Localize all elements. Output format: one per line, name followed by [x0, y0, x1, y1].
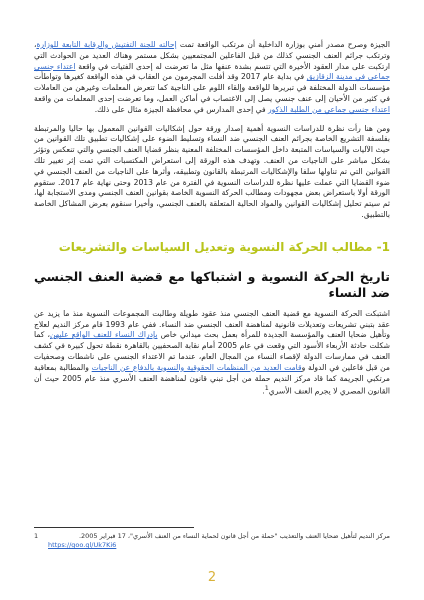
footnote-number: 1	[34, 532, 39, 540]
link-inspection-committee[interactable]: إحالته للجنة التفتيش والرقابة التابعة للوزارة	[36, 40, 177, 49]
section-heading: 1- مطالب الحركة النسوية وتعديل السياسات والتشريعات	[58, 239, 390, 254]
paragraph-3-text-c: والمطالبة بمعاقبة مرتكبي الجريمة كما قاد مركز النديم حملة من أجل تبني قانون لمناهضة العنف الأسري منذ عام 2005 حيث أن القانون المصري لا يجرم العنف الأسري	[34, 362, 390, 396]
document-body	[34, 40, 390, 406]
paragraph-1-text-a: الجيزة وصرح مصدر أمني بوزارة الداخلية أن مرتكب الواقعة تمت	[176, 40, 390, 49]
paragraph-1	[34, 40, 390, 116]
link-women-awareness-study[interactable]: بإدراك النساء للعنف الواقع عليهن	[49, 330, 158, 340]
paragraph-3	[34, 309, 390, 398]
link-school-assault[interactable]: اعتداء جنسي جماعي من الطلبة الذكور	[267, 104, 390, 114]
paragraph-1-text-c: في بداية عام 2017 وقد أفلت المجرمون من العقاب في هذه الواقعة كغيرها وتواطأت مؤسسات الدولة المختلفة في تبريرها للواقعة وإلقاء اللوم على الناجية كما تتعرض المعلمات وغيرهن من العاملات في كثير من الأحيان إلى عنف جنسي يصل إلى الاغتصاب في أماكن العمل، وما تعرضت إحدى المعلمات من واقعة	[34, 72, 390, 103]
footnote-divider	[34, 527, 194, 528]
paragraph-3-text-a: اشتبكت الحركة النسوية مع قضية العنف الجنسي منذ عقود طويلة وطالبت المجموعات النسوية منذ ما يزيد عن عقد بتبني تشريعات وتعديلات قانونية لمناهضة العنف الجنسي ضد النساء. ففي عام 1993 قام مركز النديم لعلاج وتأهيل ضحايا العنف والمؤسسة الجديدة للمرأة بعمل بحث ميداني خاص	[34, 308, 390, 340]
paragraph-3-text-b: ، كما شكلت حادثة الأربعاء الأسود التي وقعت في عام 2005 أمام نقابة الصحفيين بالقاهرة نقطة تحول كبيرة في كشف العنف في ممارسات الدولة لإقصاء النساء من المجال العام، عندما تم الاعتداء الجنسي على ناشطات وصحفيات من قبل فاعلين في الدولة و	[34, 330, 390, 372]
paragraph-1-text-b: ، وترتكب جرائم العنف الجنسي كذلك من قبل الفاعلين المجتمعيين بشكل مستمر وهناك العديد من الحوادث التي ارتكبت على مدار العقود الأخيرة التي تتسم بشدة عنفها مثل ما تعرضت له إحدى الفتيات في واقعة	[34, 40, 390, 71]
link-organizations-defended-survivors[interactable]: قامت العديد من المنظمات الحقوقية والنسوية بالدفاع عن الناجيات	[91, 362, 302, 372]
paragraph-1-text-d: في إحدى المدارس في محافظة الجيزة مثال على ذلك.	[94, 104, 268, 114]
footnote-url-link[interactable]: https://goo.gl/Uk7Ki6	[48, 541, 117, 549]
link-zagazig-assault[interactable]: اعتداء جنسي جماعي في مدينة الزقازيق	[34, 61, 390, 82]
page-number: 2	[207, 570, 217, 585]
subsection-heading: تاريخ الحركة النسوية و اشتباكها مع قضية العنف الجنسي ضد النساء	[34, 268, 390, 300]
footnote-reference[interactable]: 1	[264, 385, 269, 393]
paragraph-2: ومن هنا رأت نظرة للدراسات النسوية أهمية إصدار ورقة حول إشكاليات القوانين المعمول بها حاليا والمرتبطة بفلسفة التشريع الخاصة بجرائم العنف الجنسي ضد النساء وتسليط الضوء على إشكاليات تطبيق تلك القوانين من حيث الآليات والسياسات المتبعة داخل المؤسسات المختلفة المعنية بنظر قضايا العنف الجنسي والتي تنعكس وتؤثر بشكل مباشر على الناجيات من العنف. وتهدف هذه الورقة إلى استعراض المكتسبات التي تمت إثر تغيير تلك القوانين التي تم تناولها سلفا والإشكاليات المرتبطة بالقانون وتطبيقه، وأثرها على الناجيات من العنف الجنسي في ضوء القضايا التي عملت عليها نظرة للدراسات النسوية في الفترة من عام 2013 وحتى نهاية عام 2017. ستقوم الورقة أولا باستعراض بعض مجهودات ومطالب الحركة النسوية الخاصة بقوانين العنف الجنسي ومدى الاستجابة لها، ثم سيتم تحليل إشكاليات القوانين والمواد الحالية المتعلقة بالعنف الجنسي، وأخيرا سنقوم بعرض المشاكل الخاصة بالتطبيق.	[34, 123, 390, 219]
paragraph-3-text-d: .	[262, 386, 265, 396]
footnote-text: مركز النديم لتأهيل ضحايا العنف والتعذيب "حملة من أجل قانون لحماية النساء من العنف الأسري"، 17 فبراير 2005.	[78, 532, 390, 540]
footnote	[34, 532, 390, 550]
